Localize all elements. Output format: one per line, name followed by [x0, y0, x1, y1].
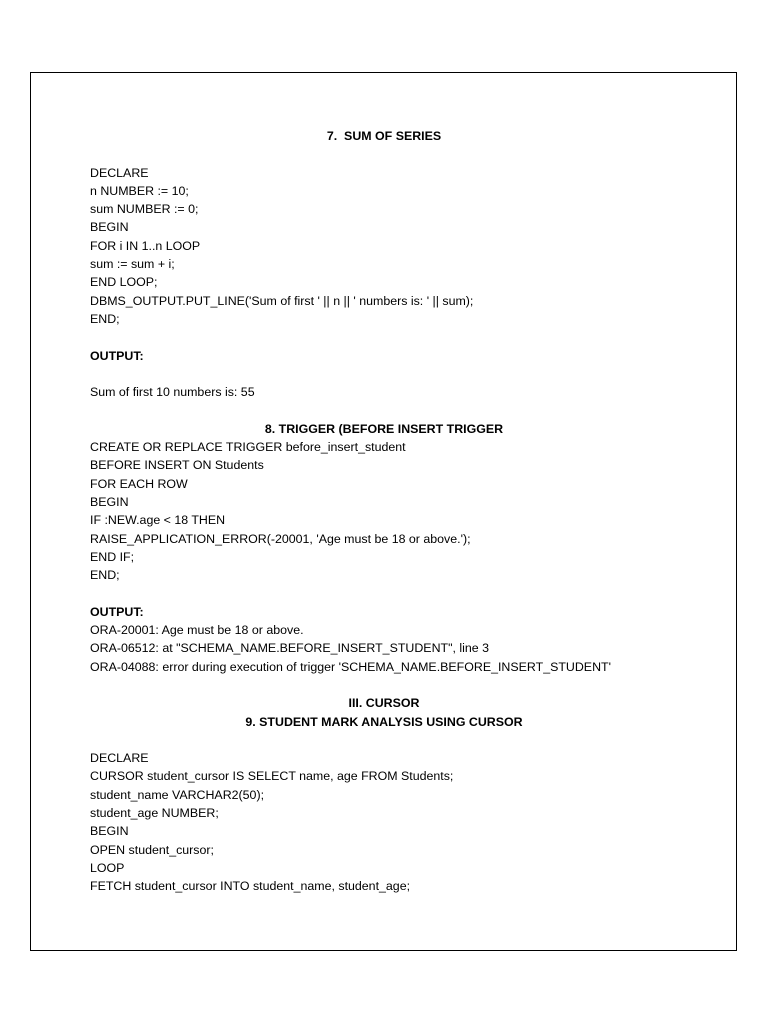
code-line: BEFORE INSERT ON Students — [90, 458, 264, 473]
spacer — [90, 676, 690, 694]
code-line: END IF; — [90, 549, 135, 564]
code-line: LOOP — [90, 860, 125, 875]
part-heading-cursor: III. CURSOR — [348, 696, 420, 711]
code-line: CREATE OR REPLACE TRIGGER before_insert_student — [90, 440, 406, 455]
code-block-cursor — [90, 749, 690, 895]
output-line: ORA-04088: error during execution of trigger 'SCHEMA_NAME.BEFORE_INSERT_STUDENT' — [90, 659, 611, 674]
spacer — [90, 145, 690, 163]
spacer — [90, 401, 690, 419]
code-line: FOR i IN 1..n LOOP — [90, 238, 201, 253]
section-heading-cursor: 9. STUDENT MARK ANALYSIS USING CURSOR — [245, 714, 523, 729]
output-label: OUTPUT: — [90, 604, 144, 619]
spacer — [90, 365, 690, 383]
code-line: sum := sum + i; — [90, 257, 175, 272]
code-line: DECLARE — [90, 165, 149, 180]
output-line: Sum of first 10 numbers is: 55 — [90, 385, 255, 400]
code-block-trigger — [90, 438, 690, 584]
code-line: BEGIN — [90, 220, 129, 235]
code-line: IF :NEW.age < 18 THEN — [90, 513, 226, 528]
code-line: FOR EACH ROW — [90, 476, 188, 491]
code-line: DBMS_OUTPUT.PUT_LINE('Sum of first ' || n || ' numbers is: ' || sum); — [90, 293, 474, 308]
code-line: sum NUMBER := 0; — [90, 202, 199, 217]
spacer — [90, 731, 690, 749]
code-line: DECLARE — [90, 751, 149, 766]
code-line: OPEN student_cursor; — [90, 842, 214, 857]
code-line: END LOOP; — [90, 275, 158, 290]
code-line: BEGIN — [90, 494, 129, 509]
code-line: n NUMBER := 10; — [90, 183, 189, 198]
code-line: CURSOR student_cursor IS SELECT name, age FROM Students; — [90, 769, 454, 784]
output-line: ORA-06512: at "SCHEMA_NAME.BEFORE_INSERT_STUDENT", line 3 — [90, 641, 489, 656]
output-line: ORA-20001: Age must be 18 or above. — [90, 623, 304, 638]
code-line: BEGIN — [90, 824, 129, 839]
code-line: student_name VARCHAR2(50); — [90, 787, 265, 802]
code-line: END; — [90, 311, 120, 326]
code-line: FETCH student_cursor INTO student_name, student_age; — [90, 879, 411, 894]
output-label: OUTPUT: — [90, 348, 144, 363]
code-line: END; — [90, 568, 120, 583]
section-heading-trigger: 8. TRIGGER (BEFORE INSERT TRIGGER — [264, 421, 504, 436]
code-line: RAISE_APPLICATION_ERROR(-20001, 'Age must be 18 or above.'); — [90, 531, 471, 546]
code-block-sum-of-series — [90, 164, 690, 329]
spacer — [90, 584, 690, 602]
section-heading-sum-of-series: 7. SUM OF SERIES — [326, 129, 442, 143]
document-body — [90, 127, 690, 895]
spacer — [90, 328, 690, 346]
code-line: student_age NUMBER; — [90, 805, 219, 820]
